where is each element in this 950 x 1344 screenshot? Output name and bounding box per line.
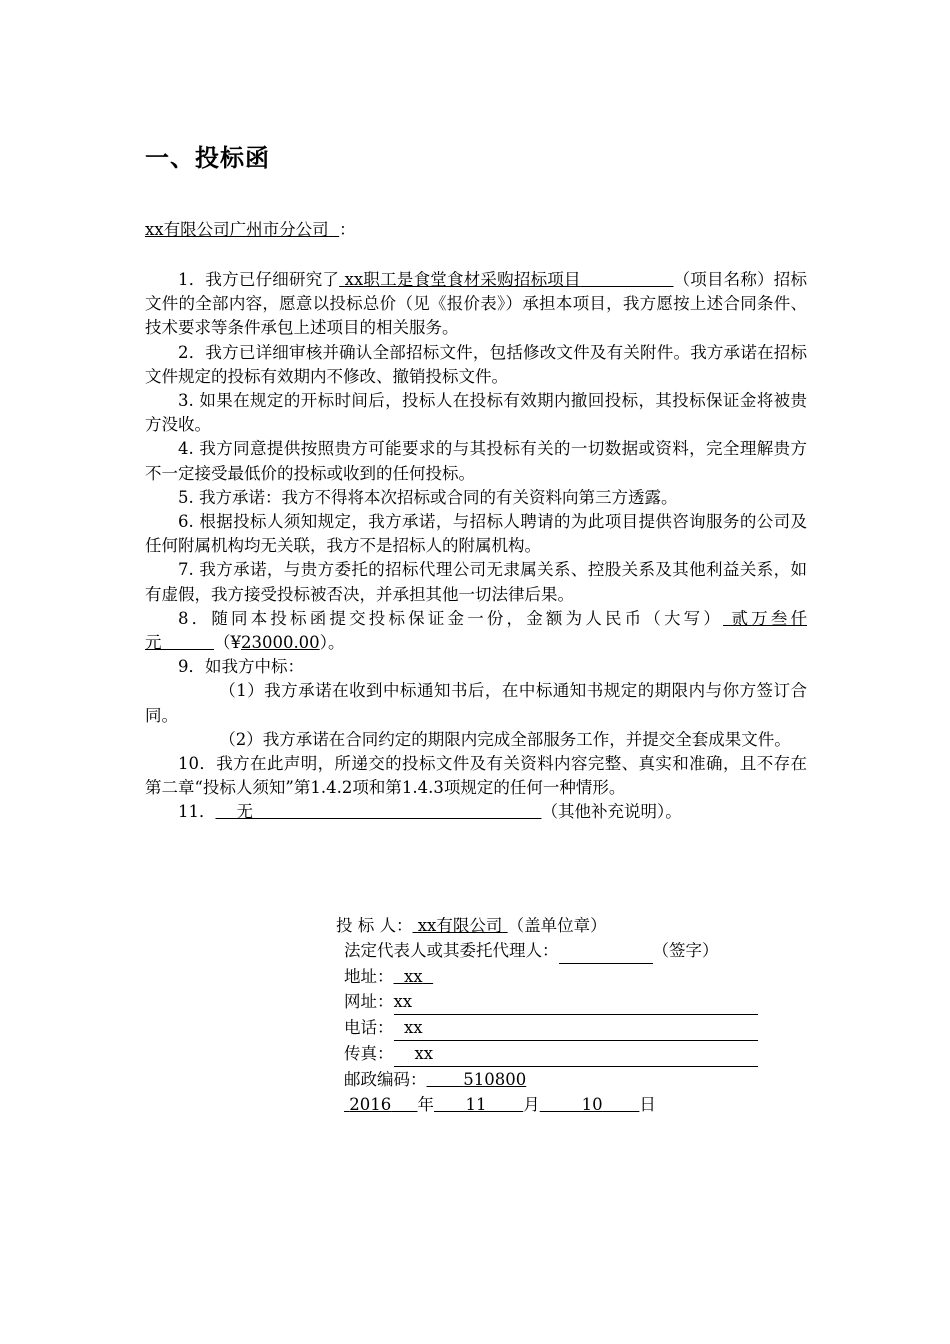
date-month: 11: [465, 1095, 487, 1114]
bidder-row: 投 标 人： xx有限公司 （盖单位章）: [336, 916, 607, 935]
website-row: 网址：xx: [336, 989, 758, 1015]
page-title: 一、投标函: [145, 144, 270, 172]
paragraph-1: 1．我方已仔细研究了 xx职工是食堂食材采购招标项目 （项目名称）招标文件的全部内容，愿意以投标总价（见《报价表》）承担本项目，我方愿按上述合同条件、技术要求等条件承包上述项目的相关服务。: [145, 270, 808, 338]
addressee-suffix: ：: [339, 220, 356, 239]
representative-row: 法定代表人或其委托代理人： （签字）: [336, 938, 758, 964]
addressee-line: [145, 218, 356, 242]
fax-row: 传真： xx: [336, 1041, 758, 1067]
paragraph-9-2: （2）我方承诺在合同约定的期限内完成全部服务工作，并提交全套成果文件。: [219, 729, 791, 749]
paragraph-9-1: （1）我方承诺在收到中标通知书后，在中标通知书规定的期限内与你方签订合同。: [145, 681, 807, 725]
paragraph-11: 11． 无 （其他补充说明）。: [178, 802, 682, 822]
paragraph-9: 9．如我方中标：: [178, 657, 304, 677]
bidder-name: xx有限公司: [417, 916, 503, 935]
signature-block: [336, 913, 758, 1117]
fax-value: xx: [394, 1041, 758, 1067]
letter-body: [145, 268, 807, 825]
postcode-row: 邮政编码： 510800: [344, 1070, 527, 1089]
deposit-amount: 23000.00: [240, 633, 320, 653]
phone-value: xx: [394, 1015, 758, 1041]
date-year: 2016: [349, 1095, 392, 1114]
address-value: xx: [404, 967, 423, 986]
other-remarks: 无: [236, 802, 253, 822]
paragraph-2: 2．我方已详细审核并确认全部招标文件，包括修改文件及有关附件。我方承诺在招标文件规定的投标有效期内不修改、撤销投标文件。: [145, 342, 807, 386]
project-name: xx职工是食堂食材采购招标项目: [344, 270, 581, 289]
date-day: 10: [581, 1095, 603, 1114]
paragraph-10: 10．我方在此声明，所递交的投标文件及有关资料内容完整、真实和准确，且不存在第二章“投标人须知”第1.4.2项和第1.4.3项规定的任何一种情形。: [145, 754, 807, 798]
paragraph-7: 7. 我方承诺，与贵方委托的招标代理公司无隶属关系、控股关系及其他利益关系，如有虚假，我方接受投标被否决，并承担其他一切法律后果。: [145, 560, 807, 604]
addressee-name: xx有限公司广州市分公司: [145, 220, 329, 239]
representative-signature-line: [559, 938, 653, 964]
paragraph-8: 8．随同本投标函提交投标保证金一份，金额为人民币（大写） 贰万叁仟元 （¥23000.00）。: [145, 608, 808, 653]
paragraph-6: 6. 根据投标人须知规定，我方承诺，与招标人聘请的为此项目提供咨询服务的公司及任何附属机构均无关联，我方不是招标人的附属机构。: [145, 512, 807, 556]
paragraph-5: 5. 我方承诺：我方不得将本次招标或合同的有关资料向第三方透露。: [178, 487, 678, 507]
address-row: 地址： xx: [336, 964, 758, 989]
paragraph-3: 3. 如果在规定的开标时间后，投标人在投标有效期内撤回投标，其投标保证金将被贵方没收。: [145, 391, 807, 435]
paragraph-4: 4. 我方同意提供按照贵方可能要求的与其投标有关的一切数据或资料，完全理解贵方不一定接受最低价的投标或收到的任何投标。: [145, 439, 807, 483]
deposit-amount-words: 贰万叁仟元: [145, 608, 808, 653]
date-row: 2016 年 11 月 10 日: [336, 1092, 758, 1117]
postcode-value: 510800: [463, 1070, 527, 1089]
website-value: xx: [394, 989, 758, 1015]
phone-row: 电话： xx: [336, 1015, 758, 1041]
